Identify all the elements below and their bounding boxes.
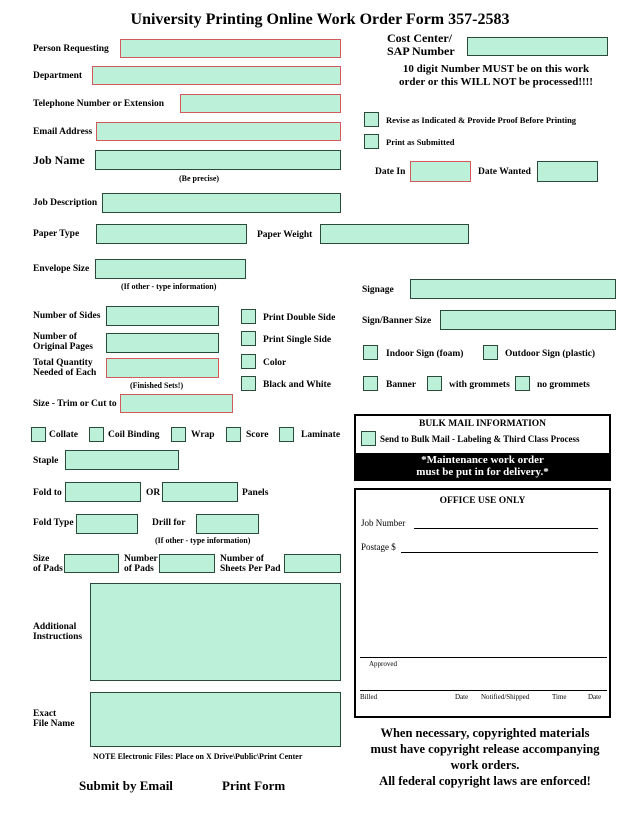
paper-type-label: Paper Type	[33, 229, 80, 239]
department-input[interactable]	[92, 66, 341, 85]
wrap-label: Wrap	[191, 430, 215, 440]
job-number-line	[414, 518, 598, 529]
total-quantity-label-1: Total Quantity	[33, 358, 93, 368]
sign-banner-size-label: Sign/Banner Size	[362, 316, 432, 326]
be-precise-note: (Be precise)	[179, 174, 220, 183]
billed-line	[360, 680, 607, 691]
with-grommets-label: with grommets	[449, 380, 510, 390]
indoor-sign-label: Indoor Sign (foam)	[386, 349, 464, 359]
banner-label: Banner	[386, 380, 417, 390]
original-pages-input[interactable]	[106, 333, 219, 353]
email-input[interactable]	[96, 122, 341, 141]
color-checkbox[interactable]	[241, 354, 256, 369]
print-as-submitted-checkbox[interactable]	[364, 134, 379, 149]
fold-to-input[interactable]	[65, 482, 141, 502]
print-double-side-label: Print Double Side	[263, 313, 336, 323]
revise-proof-label: Revise as Indicated & Provide Proof Before Printing	[386, 115, 577, 125]
drill-for-input[interactable]	[196, 514, 259, 534]
laminate-checkbox[interactable]	[279, 427, 294, 442]
color-label: Color	[263, 358, 287, 368]
telephone-label: Telephone Number or Extension	[33, 99, 164, 109]
print-double-side-checkbox[interactable]	[241, 309, 256, 324]
exact-file-name-label-1: Exact	[33, 709, 57, 719]
outdoor-sign-label: Outdoor Sign (plastic)	[505, 349, 596, 359]
size-trim-label: Size - Trim or Cut to	[33, 399, 117, 409]
score-checkbox[interactable]	[226, 427, 241, 442]
postage-label: Postage $	[361, 542, 396, 552]
size-of-pads-label-1: Size	[33, 554, 50, 564]
panels-input[interactable]	[162, 482, 238, 502]
email-label: Email Address	[33, 127, 93, 137]
bulk-mail-send-label: Send to Bulk Mail - Labeling & Third Class Process	[380, 434, 580, 444]
electronic-files-note: NOTE Electronic Files: Place on X Drive\Public\Print Center	[93, 752, 303, 761]
copyright-line-1: When necessary, copyrighted materials	[380, 726, 590, 740]
person-requesting-input[interactable]	[120, 39, 341, 58]
envelope-size-label: Envelope Size	[33, 264, 90, 274]
copyright-notice	[350, 725, 620, 789]
ten-digit-warning	[355, 63, 637, 89]
sheets-per-pad-label-2: Sheets Per Pad	[220, 564, 281, 574]
original-pages-label-2: Original Pages	[33, 342, 93, 352]
print-single-side-label: Print Single Side	[263, 335, 332, 345]
approved-label: Approved	[369, 660, 397, 668]
collate-label: Collate	[49, 430, 79, 440]
finished-sets-note: (Finished Sets!)	[130, 381, 184, 390]
exact-file-name-textarea[interactable]	[90, 692, 341, 747]
number-of-sides-label: Number of Sides	[33, 311, 101, 321]
staple-input[interactable]	[65, 450, 179, 470]
telephone-input[interactable]	[180, 94, 341, 113]
ten-digit-line-1: 10 digit Number MUST be on this work	[402, 63, 590, 75]
staple-label: Staple	[33, 456, 59, 466]
paper-type-input[interactable]	[96, 224, 247, 244]
bulk-mail-title: BULK MAIL INFORMATION	[418, 419, 547, 429]
ten-digit-line-2: order or this WILL NOT be processed!!!!	[399, 76, 593, 88]
number-of-pads-label-1: Number	[124, 554, 158, 564]
fold-to-label: Fold to	[33, 488, 62, 498]
additional-instructions-label-2: Instructions	[33, 632, 83, 642]
date-in-input[interactable]	[410, 161, 471, 182]
print-as-submitted-label: Print as Submitted	[386, 137, 455, 147]
no-grommets-label: no grommets	[537, 380, 590, 390]
additional-instructions-textarea[interactable]	[90, 583, 341, 681]
no-grommets-checkbox[interactable]	[515, 376, 530, 391]
person-requesting-label: Person Requesting	[33, 44, 109, 54]
drill-other-note: (If other - type information)	[155, 536, 251, 545]
billed-date-label: Date	[455, 693, 469, 701]
number-of-sides-input[interactable]	[106, 306, 219, 326]
signage-input[interactable]	[410, 279, 616, 299]
date-in-label: Date In	[375, 167, 406, 177]
job-name-input[interactable]	[95, 150, 341, 170]
black-and-white-checkbox[interactable]	[241, 376, 256, 391]
cost-center-label-1: Cost Center/	[387, 31, 452, 45]
approved-line	[360, 647, 607, 658]
print-single-side-checkbox[interactable]	[241, 331, 256, 346]
size-trim-input[interactable]	[120, 394, 233, 413]
total-quantity-input[interactable]	[106, 358, 219, 378]
shipped-date-label: Date	[588, 693, 602, 701]
submit-by-email-button[interactable]: Submit by Email	[79, 778, 173, 793]
size-of-pads-input[interactable]	[64, 554, 119, 573]
or-label: OR	[146, 488, 161, 498]
coil-binding-checkbox[interactable]	[89, 427, 104, 442]
size-of-pads-label-2: of Pads	[33, 564, 63, 574]
date-wanted-label: Date Wanted	[478, 167, 531, 177]
copyright-line-2: must have copyright release accompanying	[370, 742, 600, 756]
job-number-label: Job Number	[361, 518, 406, 528]
laminate-label: Laminate	[301, 430, 341, 440]
score-label: Score	[246, 430, 269, 440]
department-label: Department	[33, 71, 83, 81]
job-description-label: Job Description	[33, 198, 98, 208]
print-form-button[interactable]: Print Form	[222, 778, 286, 793]
wrap-checkbox[interactable]	[171, 427, 186, 442]
outdoor-sign-checkbox[interactable]	[483, 345, 498, 360]
total-quantity-label-2: Needed of Each	[33, 368, 97, 378]
bulk-mail-checkbox[interactable]	[361, 431, 376, 446]
sheets-per-pad-input[interactable]	[284, 554, 341, 573]
indoor-sign-checkbox[interactable]	[363, 345, 378, 360]
additional-instructions-label-1: Additional	[33, 622, 77, 632]
sheets-per-pad-label-1: Number of	[220, 554, 264, 564]
number-of-pads-input[interactable]	[159, 554, 215, 573]
black-and-white-label: Black and White	[263, 380, 331, 390]
maintenance-banner	[356, 453, 609, 479]
exact-file-name-label-2: File Name	[33, 719, 75, 729]
time-label: Time	[552, 693, 567, 701]
number-of-pads-label-2: of Pads	[124, 564, 154, 574]
job-name-label: Job Name	[33, 153, 85, 167]
fold-type-label: Fold Type	[33, 518, 74, 528]
cost-center-label-2: SAP Number	[387, 44, 455, 58]
billed-label: Billed	[360, 693, 378, 701]
paper-weight-label: Paper Weight	[257, 230, 313, 240]
collate-checkbox[interactable]	[31, 427, 46, 442]
drill-for-label: Drill for	[152, 518, 186, 528]
with-grommets-checkbox[interactable]	[427, 376, 442, 391]
paper-weight-input[interactable]	[320, 224, 469, 244]
cost-center-input[interactable]	[467, 37, 608, 56]
date-wanted-input[interactable]	[537, 161, 598, 182]
panels-label: Panels	[242, 488, 269, 498]
sign-banner-size-input[interactable]	[440, 310, 616, 330]
signage-label: Signage	[362, 285, 394, 295]
envelope-other-note: (If other - type information)	[121, 282, 217, 291]
banner-checkbox[interactable]	[363, 376, 378, 391]
fold-type-input[interactable]	[76, 514, 138, 534]
copyright-line-4: All federal copyright laws are enforced!	[379, 774, 591, 788]
original-pages-label-1: Number of	[33, 332, 77, 342]
maintenance-line-2: must be put in for delivery.*	[416, 466, 549, 478]
coil-binding-label: Coil Binding	[108, 430, 160, 440]
revise-proof-checkbox[interactable]	[364, 112, 379, 127]
postage-line	[401, 542, 598, 553]
job-description-input[interactable]	[102, 193, 341, 213]
envelope-size-input[interactable]	[95, 259, 246, 279]
office-use-title: OFFICE USE ONLY	[439, 496, 526, 506]
copyright-line-3: work orders.	[450, 758, 520, 772]
form-title: University Printing Online Work Order Form 357-2583	[130, 11, 510, 28]
notified-shipped-label: Notified/Shipped	[481, 693, 530, 701]
maintenance-line-1: *Maintenance work order	[421, 454, 544, 466]
